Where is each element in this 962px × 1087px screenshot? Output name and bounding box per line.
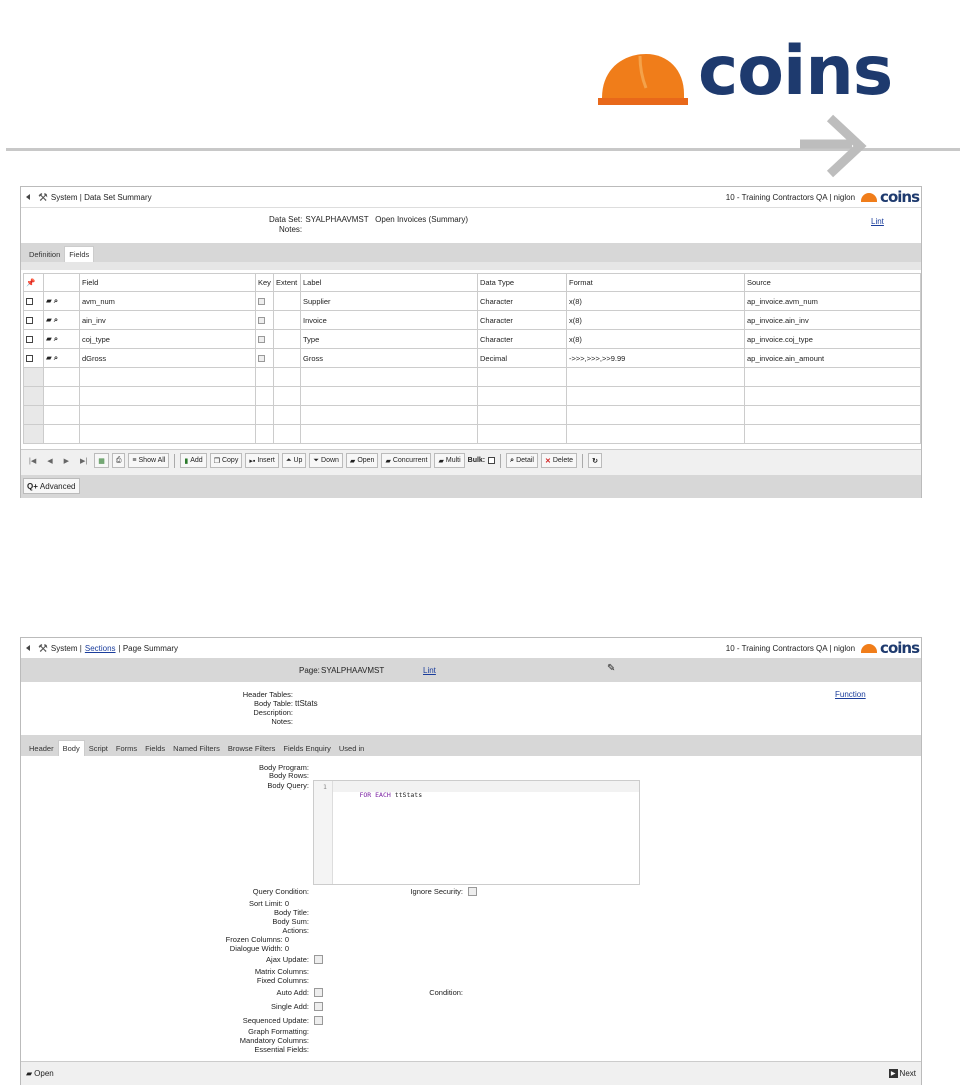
- auto-add-checkbox[interactable]: [314, 988, 323, 997]
- company-user: 10 - Training Contractors QA | niglon: [725, 192, 856, 202]
- detail-icon[interactable]: ⌕: [53, 353, 59, 362]
- breadcrumb: System | Data Set Summary: [50, 192, 152, 202]
- cell-source: ap_invoice.ain_inv: [745, 311, 921, 330]
- fixed-columns-label: Fixed Columns:: [256, 976, 309, 985]
- col-key[interactable]: Key: [256, 274, 274, 292]
- cell-label: Gross: [301, 349, 478, 368]
- hardhat-icon: [861, 193, 877, 202]
- body-rows-label: Body Rows:: [268, 771, 309, 780]
- detail-button[interactable]: ⌕ Detail: [506, 453, 538, 468]
- dataset-header: [21, 207, 921, 243]
- breadcrumb-sections-link[interactable]: Sections: [84, 643, 116, 653]
- detail-icon: ⌕: [510, 456, 515, 464]
- row-checkbox[interactable]: [26, 336, 33, 343]
- detail-icon[interactable]: ⌕: [53, 334, 59, 343]
- concurrent-icon: ▰: [385, 457, 391, 465]
- breadcrumb-system: System |: [50, 643, 82, 653]
- cell-type: Character: [478, 292, 567, 311]
- dialogue-width-label: Dialogue Width: 0: [229, 944, 289, 953]
- single-add-checkbox[interactable]: [314, 1002, 323, 1011]
- condition-label: Condition:: [429, 988, 463, 997]
- title-bar: [21, 189, 921, 205]
- body-program-label: Body Program:: [258, 763, 309, 772]
- cell-source: ap_invoice.ain_amount: [745, 349, 921, 368]
- open-button[interactable]: ▰ Open: [26, 1069, 54, 1078]
- header-tables-label: Header Tables:: [242, 690, 293, 699]
- folder-open-icon[interactable]: ▰: [46, 353, 52, 362]
- bulk-checkbox[interactable]: [488, 457, 495, 464]
- advanced-bar: [21, 475, 921, 498]
- table-header: [24, 274, 921, 292]
- actions-label: Actions:: [282, 926, 309, 935]
- list-icon: ≡: [132, 457, 137, 464]
- back-icon[interactable]: [26, 645, 30, 651]
- insert-button[interactable]: ▸▪ Insert: [245, 453, 279, 468]
- empty-row: [24, 387, 921, 406]
- down-button[interactable]: ⏷ Down: [309, 453, 343, 468]
- table-row[interactable]: [24, 311, 921, 330]
- cell-format: x(8): [567, 292, 745, 311]
- delete-button[interactable]: ✕ Delete: [541, 453, 577, 468]
- lint-link[interactable]: Lint: [423, 666, 436, 675]
- col-label[interactable]: Label: [301, 274, 478, 292]
- coins-logo: [594, 32, 934, 111]
- cell-type: Character: [478, 311, 567, 330]
- next-arrow-icon: ▶: [890, 1071, 896, 1077]
- arrow-right-icon: [798, 110, 872, 184]
- folder-open-icon: ▰: [349, 457, 356, 465]
- add-icon: ▮: [184, 457, 189, 465]
- open-button[interactable]: ▰ Open: [346, 453, 379, 468]
- key-checkbox: [258, 355, 265, 362]
- line-number: 1: [323, 783, 327, 791]
- dataset-value: SYALPHAAVMST Open Invoices (Summary): [305, 215, 469, 224]
- printer-icon: ⎙: [115, 456, 122, 464]
- tab-body[interactable]: Body: [58, 740, 85, 756]
- code-keyword: FOR EACH: [359, 791, 391, 799]
- brand-logo: coins: [861, 190, 919, 205]
- col-field[interactable]: Field: [80, 274, 256, 292]
- multi-button[interactable]: ▰ Multi: [434, 453, 464, 468]
- cell-format: x(8): [567, 311, 745, 330]
- essential-fields-label: Essential Fields:: [254, 1045, 309, 1054]
- cell-field: ain_inv: [80, 311, 256, 330]
- sequenced-update-checkbox[interactable]: [314, 1016, 323, 1025]
- cell-field: dGross: [80, 349, 256, 368]
- tab-definition[interactable]: Definition: [29, 250, 61, 259]
- show-all-button[interactable]: ≡ Show All: [128, 453, 169, 468]
- prev-page-icon[interactable]: ◀: [47, 457, 53, 465]
- tab-used-in[interactable]: Used in: [338, 744, 365, 753]
- refresh-icon: ↻: [592, 457, 598, 465]
- tab-browse-filters[interactable]: Browse Filters: [227, 744, 276, 753]
- hardhat-icon: [861, 644, 877, 653]
- brand-logo: coins: [861, 641, 919, 656]
- sort-limit-label: Sort Limit: 0: [248, 899, 289, 908]
- table-row[interactable]: [24, 349, 921, 368]
- ignore-security-checkbox[interactable]: [468, 887, 477, 896]
- row-checkbox[interactable]: [26, 355, 33, 362]
- function-link[interactable]: Function: [835, 690, 866, 699]
- cell-type: Decimal: [478, 349, 567, 368]
- detail-icon[interactable]: ⌕: [53, 296, 59, 305]
- delete-icon: ✕: [544, 457, 551, 465]
- body-query-editor[interactable]: [313, 780, 640, 885]
- next-button[interactable]: ▶ Next: [890, 1069, 916, 1078]
- key-checkbox: [258, 336, 265, 343]
- last-page-icon[interactable]: ▶|: [79, 457, 88, 465]
- tab-fields[interactable]: Fields: [64, 246, 94, 262]
- ajax-update-checkbox[interactable]: [314, 955, 323, 964]
- cell-format: x(8): [567, 330, 745, 349]
- company-user: 10 - Training Contractors QA | niglon: [725, 643, 856, 653]
- body-sum-label: Body Sum:: [272, 917, 309, 926]
- advanced-button[interactable]: Q+ Advanced: [23, 478, 80, 494]
- col-extent[interactable]: Extent: [274, 274, 301, 292]
- title-bar: [21, 640, 921, 656]
- page-label: Page:: [299, 666, 320, 675]
- toolbar: [25, 453, 602, 468]
- body-title-label: Body Title:: [273, 908, 309, 917]
- col-data-type[interactable]: Data Type: [478, 274, 567, 292]
- print-button[interactable]: [112, 453, 126, 468]
- breadcrumb-page: | Page Summary: [118, 643, 178, 653]
- copy-icon: ❐: [213, 457, 220, 465]
- cell-label: Type: [301, 330, 478, 349]
- concurrent-button[interactable]: ▰ Concurrent: [381, 453, 431, 468]
- refresh-button[interactable]: [588, 453, 602, 468]
- detail-icon[interactable]: ⌕: [53, 315, 59, 324]
- auto-add-label: Auto Add:: [276, 988, 309, 997]
- cell-label: Supplier: [301, 292, 478, 311]
- data-set-summary-panel: [20, 186, 922, 498]
- empty-row: [24, 368, 921, 387]
- tab-bar: [21, 243, 921, 262]
- col-source[interactable]: Source: [745, 274, 921, 292]
- tab-header[interactable]: Header: [29, 744, 54, 753]
- insert-icon: ▸▪: [249, 457, 256, 465]
- cell-field: coj_type: [80, 330, 256, 349]
- page-summary-panel: [20, 637, 922, 1085]
- col-format[interactable]: Format: [567, 274, 745, 292]
- folder-open-icon: ▰: [26, 1069, 33, 1078]
- tab-fields-enquiry[interactable]: Fields Enquiry: [283, 744, 331, 753]
- code-text: ttStats: [390, 791, 423, 799]
- logo-text: coins: [698, 32, 893, 111]
- page-value: SYALPHAAVMST: [321, 666, 385, 675]
- dataset-label: Data Set:: [269, 215, 303, 224]
- page-header-bar: [21, 658, 921, 682]
- folder-open-icon[interactable]: ▰: [46, 334, 52, 343]
- sequenced-update-label: Sequenced Update:: [242, 1016, 309, 1025]
- bulk-label: Bulk:: [467, 457, 486, 464]
- empty-row: [24, 406, 921, 425]
- cell-label: Invoice: [301, 311, 478, 330]
- row-checkbox[interactable]: [26, 298, 33, 305]
- add-button[interactable]: ▮ Add: [180, 453, 206, 468]
- up-icon: ⏶: [285, 456, 292, 464]
- key-checkbox: [258, 317, 265, 324]
- table-row[interactable]: [24, 330, 921, 349]
- folder-open-icon[interactable]: ▰: [46, 315, 52, 324]
- notes-label: Notes:: [279, 225, 303, 234]
- matrix-columns-label: Matrix Columns:: [254, 967, 309, 976]
- graph-formatting-label: Graph Formatting:: [248, 1027, 309, 1036]
- up-button[interactable]: ⏶ Up: [282, 453, 307, 468]
- row-checkbox[interactable]: [26, 317, 33, 324]
- down-icon: ⏷: [313, 456, 320, 464]
- key-checkbox: [258, 298, 265, 305]
- folder-open-icon[interactable]: ▰: [46, 296, 52, 305]
- tools-icon: ⚒: [38, 642, 48, 655]
- query-condition-label: Query Condition:: [252, 887, 309, 896]
- multi-icon: ▰: [438, 457, 444, 465]
- footer-bar: [21, 1061, 921, 1085]
- fields-table: [23, 273, 921, 444]
- next-page-icon[interactable]: ▶: [63, 457, 69, 465]
- spreadsheet-icon: ▦: [98, 457, 105, 465]
- single-add-label: Single Add:: [271, 1002, 309, 1011]
- body-query-label: Body Query:: [267, 781, 309, 790]
- cell-field: avm_num: [80, 292, 256, 311]
- frozen-columns-label: Frozen Columns: 0: [225, 935, 289, 944]
- pin-icon: 📌: [24, 274, 44, 292]
- hardhat-icon: [594, 48, 692, 108]
- table-row[interactable]: [24, 292, 921, 311]
- cell-format: ->>>,>>>,>>9.99: [567, 349, 745, 368]
- cell-type: Character: [478, 330, 567, 349]
- first-page-icon[interactable]: |◀: [29, 457, 37, 465]
- body-table-label: Body Table:: [253, 699, 293, 708]
- empty-row: [24, 425, 921, 444]
- cell-source: ap_invoice.coj_type: [745, 330, 921, 349]
- tab-script[interactable]: Script: [88, 744, 108, 753]
- ignore-security-label: Ignore Security:: [410, 887, 463, 896]
- edit-pencil-icon[interactable]: ✎: [607, 663, 616, 674]
- tab-bar: [21, 735, 921, 756]
- back-icon[interactable]: [26, 194, 30, 200]
- tab-forms[interactable]: Forms: [115, 744, 138, 753]
- tab-named-filters[interactable]: Named Filters: [173, 744, 220, 753]
- export-button[interactable]: [94, 453, 109, 468]
- tab-fields[interactable]: Fields: [145, 744, 166, 753]
- lint-link[interactable]: Lint: [871, 217, 884, 226]
- notes-label: Notes:: [271, 717, 293, 726]
- ajax-update-label: Ajax Update:: [266, 955, 309, 964]
- mandatory-columns-label: Mandatory Columns:: [239, 1036, 309, 1045]
- cell-source: ap_invoice.avm_num: [745, 292, 921, 311]
- description-label: Description:: [253, 708, 293, 717]
- tools-icon: ⚒: [38, 191, 48, 204]
- copy-button[interactable]: ❐ Copy: [210, 453, 243, 468]
- body-table-value: ttStats: [295, 699, 318, 708]
- search-plus-icon: Q+: [27, 481, 38, 491]
